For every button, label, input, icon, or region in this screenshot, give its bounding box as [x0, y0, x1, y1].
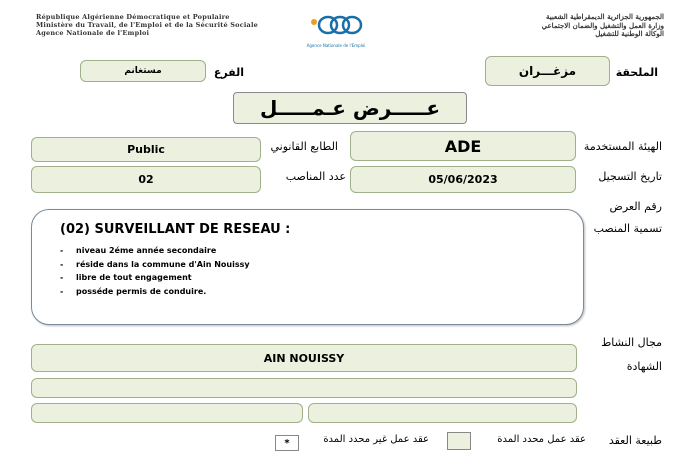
- job-heading: (02) SURVEILLANT DE RESEAU :: [60, 222, 291, 237]
- header-ar-line1: الجمهورية الجزائرية الديمقراطية الشعبية: [545, 12, 664, 21]
- job-description-panel: [31, 209, 584, 325]
- requirement-text: réside dans la commune d'Ain Nouissy: [76, 259, 250, 269]
- legal-status-value-box: Public: [31, 137, 261, 162]
- offer-number-label: رقم العرض: [609, 200, 662, 213]
- registration-date-value-box: 05/06/2023: [350, 166, 576, 193]
- requirement-item: - niveau 2éme année secondaire: [60, 246, 217, 255]
- positions-count-label: عدد المناصب: [285, 170, 346, 183]
- header-fr: [36, 13, 258, 37]
- contract-indefinite-checkbox[interactable]: *: [275, 435, 299, 451]
- offer-title: عـــــرض عـمـــــل: [233, 92, 467, 124]
- contract-label: طبيعة العقد: [608, 434, 662, 447]
- annex-label: الملحقة: [615, 66, 658, 79]
- header-fr-line2: Ministère du Travail, de l'Emploi et de la Sécurité Sociale: [36, 21, 258, 29]
- requirements-list: [60, 244, 250, 298]
- extra-field-right: [308, 403, 577, 423]
- header-ar: [542, 13, 664, 39]
- legal-status-label: الطابع القانوني: [270, 140, 338, 153]
- registration-date-label: تاريخ التسجيل: [598, 170, 662, 183]
- logo-caption: Agence Nationale de l'Emploi: [306, 43, 366, 48]
- requirement-item: - posséde permis de conduire.: [60, 286, 207, 296]
- annex-value-box: مزغـــران: [485, 56, 610, 86]
- header-fr-line1: République Algérienne Démocratique et Populaire: [36, 13, 230, 21]
- employer-label: الهيئة المستخدمة: [583, 140, 662, 153]
- branch-label: الفرع: [213, 66, 244, 79]
- anem-logo: [306, 12, 366, 48]
- job-title-label: تسمية المنصب: [593, 222, 662, 235]
- header-fr-line3: Agence Nationale de l'Emploi: [36, 29, 150, 37]
- contract-fixed-checkbox[interactable]: [447, 432, 471, 450]
- requirement-item: - libre de tout engagement: [60, 273, 192, 282]
- activity-field-value-box: AIN NOUISSY: [31, 344, 577, 372]
- employer-value-box: ADE: [350, 131, 576, 161]
- branch-value-box: مستغانم: [80, 60, 206, 82]
- extra-field-left: [31, 403, 303, 423]
- requirement-text: posséde permis de conduire.: [76, 286, 207, 296]
- activity-field-label: مجال النشاط: [601, 336, 662, 349]
- header-ar-line3: الوكالة الوطنية للتشغيل: [595, 29, 664, 38]
- positions-count-value-box: 02: [31, 166, 261, 193]
- requirement-text: niveau 2éme année secondaire: [76, 246, 217, 255]
- diploma-label: الشهادة: [626, 360, 662, 373]
- diploma-value-box: [31, 378, 577, 398]
- anem-logo-icon: [308, 12, 364, 38]
- header-ar-line2: وزارة العمل والتشغيل والضمان الاجتماعي: [541, 20, 664, 30]
- contract-fixed-label: عقد عمل محدد المدة: [497, 434, 586, 445]
- requirement-text: libre de tout engagement: [76, 273, 192, 282]
- contract-indefinite-label: عقد عمل غير محدد المدة: [323, 434, 429, 445]
- requirement-item: - réside dans la commune d'Ain Nouissy: [60, 259, 250, 269]
